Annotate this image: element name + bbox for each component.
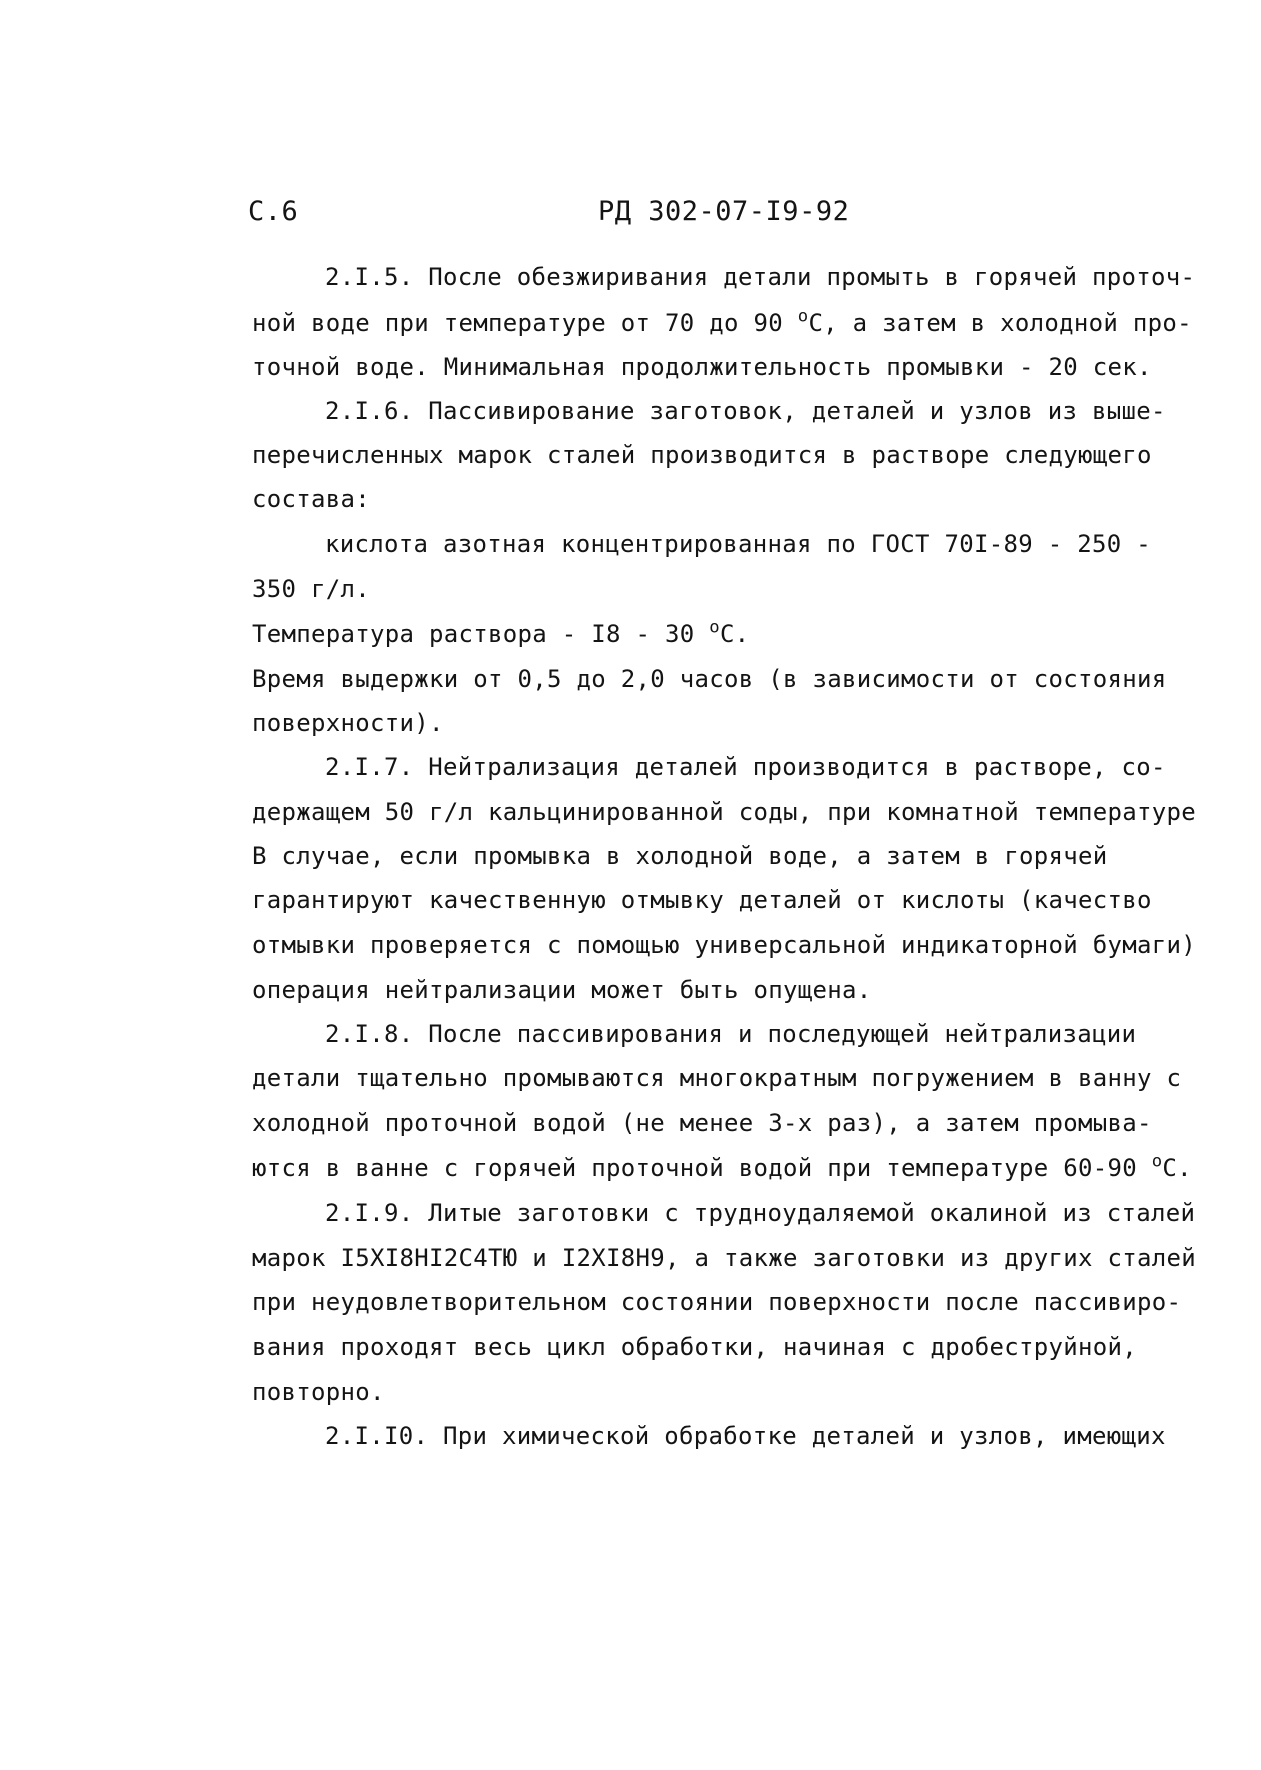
page-header	[248, 196, 1108, 236]
text-line: 2.I.5. После обезжиривания детали промыть в горячей проточ-	[325, 263, 1196, 291]
text-line: холодной проточной водой (не менее 3-х раз), а затем промыва-	[252, 1109, 1152, 1137]
text-line: 2.I.7. Нейтрализация деталей производится в растворе, со-	[325, 753, 1166, 781]
degree-mark: о	[1151, 1151, 1163, 1172]
text-line: Время выдержки от 0,5 до 2,0 часов (в зависимости от состояния	[252, 665, 1167, 693]
text-line	[252, 619, 749, 649]
text-line: кислота азотная концентрированная по ГОСТ 70I-89 - 250 -	[325, 530, 1151, 558]
text-fragment: ются в ванне с горячей проточной водой при температуре 60-90	[252, 1154, 1152, 1182]
text-line: вания проходят весь цикл обработки, начиная с дробеструйной,	[252, 1333, 1137, 1361]
text-fragment: С, а затем в холодной про-	[808, 309, 1192, 337]
text-line: марок I5XI8HI2C4TЮ и I2XI8H9, а также заготовки из других сталей	[252, 1244, 1196, 1272]
text-fragment: ной воде при температуре от 70 до 90	[252, 309, 798, 337]
text-line: при неудовлетворительном состоянии поверхности после пассивиро-	[252, 1288, 1182, 1316]
text-line: 2.I.9. Литые заготовки с трудноудаляемой окалиной из сталей	[325, 1199, 1196, 1227]
page-number: С.6	[248, 196, 299, 227]
text-line: гарантируют качественную отмывку деталей от кислоты (качество	[252, 886, 1152, 914]
document-code: РД 302-07-I9-92	[598, 196, 850, 227]
degree-mark: о	[709, 617, 720, 638]
text-line: 2.I.I0. При химической обработке деталей и узлов, имеющих	[325, 1422, 1166, 1450]
text-line	[252, 1153, 1192, 1183]
text-line: 350 г/л.	[252, 575, 370, 603]
text-line: 2.I.8. После пассивирования и последующей нейтрализации	[325, 1020, 1137, 1048]
text-line: перечисленных марок сталей производится в растворе следующего	[252, 441, 1152, 469]
text-line: операция нейтрализации может быть опущена.	[252, 976, 872, 1004]
text-line: состава:	[252, 485, 370, 513]
text-line: точной воде. Минимальная продолжительность промывки - 20 сек.	[252, 353, 1152, 381]
text-line: 2.I.6. Пассивирование заготовок, деталей и узлов из выше-	[325, 397, 1166, 425]
text-fragment: С.	[1162, 1154, 1192, 1182]
text-line: отмывки проверяется с помощью универсальной индикаторной бумаги)	[252, 931, 1196, 959]
text-fragment: С.	[719, 620, 750, 648]
text-line: повторно.	[252, 1378, 385, 1406]
text-fragment: Температура раствора - I8 - 30	[252, 620, 710, 648]
text-line	[252, 308, 1192, 338]
degree-mark: о	[797, 306, 809, 327]
text-line: детали тщательно промываются многократным погружением в ванну с	[252, 1064, 1182, 1092]
text-line: держащем 50 г/л кальцинированной соды, при комнатной температуре	[252, 798, 1196, 826]
text-line: поверхности).	[252, 709, 444, 737]
text-line: В случае, если промывка в холодной воде, а затем в горячей	[252, 842, 1108, 870]
